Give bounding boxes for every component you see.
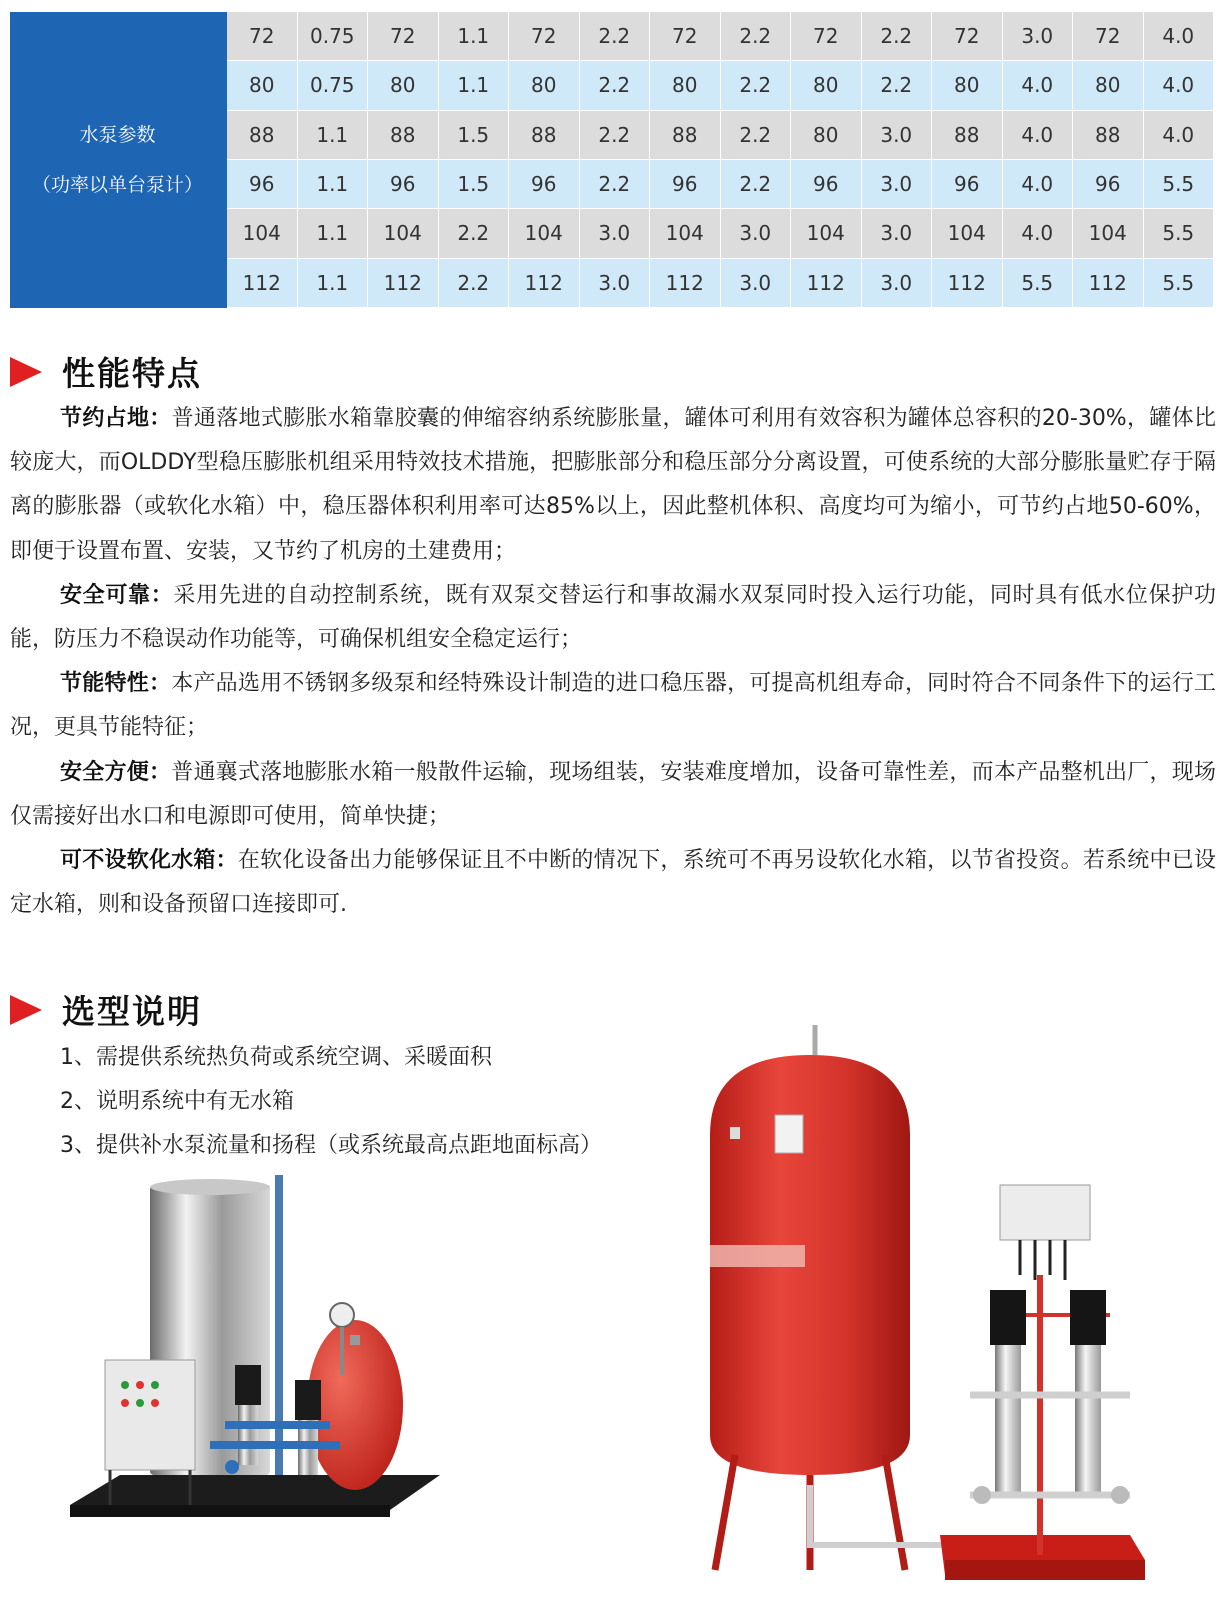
- table-cell: 112: [509, 259, 580, 308]
- feature-text: 普通襄式落地膨胀水箱一般散件运输，现场组装，安装难度增加，设备可靠性差，而本产品整机出厂，现场仅需接好出水口和电源即可使用，简单快捷；: [10, 759, 1216, 829]
- table-cell: 1.1: [298, 209, 369, 258]
- section-heading-selection: [10, 986, 202, 1033]
- red-arrow-icon: [10, 357, 42, 387]
- table-cell: 2.2: [721, 61, 792, 110]
- feature-separator: ：: [148, 759, 172, 785]
- table-cell: 112: [227, 259, 298, 308]
- table-cell: 104: [1073, 209, 1144, 258]
- table-cell: 2.2: [721, 12, 792, 61]
- pump-parameter-table: [10, 12, 1214, 308]
- table-cell: 1.1: [439, 12, 510, 61]
- section-title: 选型说明: [62, 992, 202, 1031]
- table-cell: 3.0: [862, 209, 933, 258]
- table-cell: 0.75: [298, 61, 369, 110]
- table-cell: 80: [368, 61, 439, 110]
- table-cell: 96: [650, 160, 721, 209]
- section-heading-features: [10, 348, 202, 395]
- table-cell: 80: [1073, 61, 1144, 110]
- red-arrow-icon: [10, 995, 42, 1025]
- table-cell: 1.5: [439, 111, 510, 160]
- table-cell: 88: [227, 111, 298, 160]
- list-item: 3、提供补水泵流量和扬程（或系统最高点距地面标高）: [60, 1133, 602, 1158]
- table-cell: 1.5: [439, 160, 510, 209]
- table-cell: 80: [932, 61, 1003, 110]
- feature-paragraph: [10, 751, 1216, 839]
- table-row: [227, 111, 1214, 160]
- table-cell: 3.0: [1003, 12, 1074, 61]
- table-cell: 72: [368, 12, 439, 61]
- table-cell: 5.5: [1144, 160, 1215, 209]
- table-cell: 2.2: [580, 111, 651, 160]
- feature-term: 可不设软化水箱: [60, 848, 216, 874]
- feature-separator: ：: [215, 848, 238, 874]
- table-cell: 5.5: [1144, 259, 1215, 308]
- table-cell: 96: [932, 160, 1003, 209]
- table-cell: 1.1: [298, 259, 369, 308]
- table-cell: 3.0: [862, 259, 933, 308]
- list-item: 2、说明系统中有无水箱: [60, 1089, 294, 1114]
- feature-paragraph: [10, 662, 1216, 750]
- feature-separator: ：: [150, 582, 174, 608]
- selection-list: [60, 1036, 602, 1168]
- table-cell: 96: [227, 160, 298, 209]
- table-row: [227, 160, 1214, 209]
- table-cell: 104: [368, 209, 439, 258]
- table-cell: 80: [227, 61, 298, 110]
- table-row: [227, 61, 1214, 110]
- table-cell: 72: [509, 12, 580, 61]
- feature-separator: ：: [149, 406, 172, 431]
- table-cell: 4.0: [1144, 111, 1215, 160]
- feature-term: 安全方便: [60, 759, 149, 785]
- table-cell: 104: [509, 209, 580, 258]
- feature-separator: ：: [148, 671, 172, 697]
- feature-term: 节约占地: [60, 406, 150, 431]
- table-cell: 1.1: [298, 160, 369, 209]
- table-cell: 80: [509, 61, 580, 110]
- feature-paragraph: [10, 839, 1216, 927]
- table-cell: 0.75: [298, 12, 369, 61]
- table-cell: 104: [791, 209, 862, 258]
- table-cell: 2.2: [862, 61, 933, 110]
- feature-text: 采用先进的自动控制系统，既有双泵交替运行和事故漏水双泵同时投入运行功能，同时具有低水位保护功能，防压力不稳误动作功能等，可确保机组安全稳定运行；: [10, 582, 1216, 653]
- table-cell: 2.2: [862, 12, 933, 61]
- table-cell: 2.2: [721, 160, 792, 209]
- table-cell: 4.0: [1144, 12, 1215, 61]
- table-cell: 112: [932, 259, 1003, 308]
- table-cell: 88: [650, 111, 721, 160]
- feature-paragraph: [10, 397, 1216, 574]
- table-cell: 3.0: [862, 160, 933, 209]
- table-cell: 80: [650, 61, 721, 110]
- table-cell: 2.2: [439, 209, 510, 258]
- features-text: [10, 397, 1216, 927]
- table-cell: 3.0: [580, 209, 651, 258]
- product-image-red-tank-unit: [690, 1015, 1170, 1590]
- table-cell: 2.2: [439, 259, 510, 308]
- table-cell: 112: [791, 259, 862, 308]
- table-cell: 5.5: [1003, 259, 1074, 308]
- table-cell: 3.0: [580, 259, 651, 308]
- table-cell: 96: [791, 160, 862, 209]
- table-cell: 88: [368, 111, 439, 160]
- table-cell: 104: [650, 209, 721, 258]
- table-cell: 3.0: [721, 259, 792, 308]
- table-cell: 72: [1073, 12, 1144, 61]
- table-cell: 72: [227, 12, 298, 61]
- feature-text: 在软化设备出力能够保证且不中断的情况下，系统可不再另设软化水箱，以节省投资。若系统中已设定水箱，则和设备预留口连接即可.: [10, 848, 1216, 918]
- row-header-title: 水泵参数: [79, 124, 156, 146]
- table-cell: 104: [227, 209, 298, 258]
- table-cell: 72: [650, 12, 721, 61]
- table-cell: 96: [509, 160, 580, 209]
- table-cell: 88: [509, 111, 580, 160]
- table-cell: 1.1: [439, 61, 510, 110]
- table-cell: 1.1: [298, 111, 369, 160]
- product-image-stainless-unit: [60, 1175, 440, 1555]
- table-cell: 5.5: [1144, 209, 1215, 258]
- section-title: 性能特点: [62, 354, 202, 393]
- table-cell: 104: [932, 209, 1003, 258]
- table-cell: 4.0: [1003, 160, 1074, 209]
- list-item: 1、需提供系统热负荷或系统空调、采暖面积: [60, 1045, 492, 1070]
- table-cell: 4.0: [1003, 209, 1074, 258]
- table-row: [227, 259, 1214, 308]
- table-cell: 4.0: [1003, 61, 1074, 110]
- feature-term: 节能特性: [60, 671, 149, 697]
- table-cell: 72: [932, 12, 1003, 61]
- table-cell: 112: [1073, 259, 1144, 308]
- table-cell: 4.0: [1144, 61, 1215, 110]
- table-cell: 2.2: [721, 111, 792, 160]
- table-cell: 80: [791, 111, 862, 160]
- table-cell: 88: [1073, 111, 1144, 160]
- table-cell: 2.2: [580, 160, 651, 209]
- table-cell: 4.0: [1003, 111, 1074, 160]
- feature-text: 本产品选用不锈钢多级泵和经特殊设计制造的进口稳压器，可提高机组寿命，同时符合不同条件下的运行工况，更具节能特征；: [10, 671, 1216, 741]
- table-cell: 2.2: [580, 12, 651, 61]
- feature-paragraph: [10, 574, 1216, 662]
- table-cell: 2.2: [580, 61, 651, 110]
- table-cell: 96: [368, 160, 439, 209]
- table-cell: 3.0: [862, 111, 933, 160]
- table-cell: 96: [1073, 160, 1144, 209]
- feature-text: 普通落地式膨胀水箱靠胶囊的伸缩容纳系统膨胀量，罐体可利用有效容积为罐体总容积的20-30%，罐体比较庞大，而OLDDY型稳压膨胀机组采用特效技术措施，把膨胀部分和稳压部分分离设置，可使系统的大部分膨胀量贮存于隔离的膨胀器（或软化水箱）中，稳压器体积利用率可达85%以上，因此整机体积、高度均可为缩小，可节约占地50-60%，即便于设置布置、安装，又节约了机房的土建费用；: [10, 406, 1216, 564]
- table-cell: 112: [650, 259, 721, 308]
- table-cell: 72: [791, 12, 862, 61]
- table-row-header: [10, 12, 225, 308]
- table-cell: 88: [932, 111, 1003, 160]
- table-cell: 112: [368, 259, 439, 308]
- row-header-note: （功率以单台泵计）: [31, 174, 203, 196]
- table-cell: 80: [791, 61, 862, 110]
- table-row: [227, 12, 1214, 61]
- table-cell: 3.0: [721, 209, 792, 258]
- table-row: [227, 209, 1214, 258]
- table-body: [225, 12, 1214, 308]
- feature-term: 安全可靠: [60, 582, 151, 608]
